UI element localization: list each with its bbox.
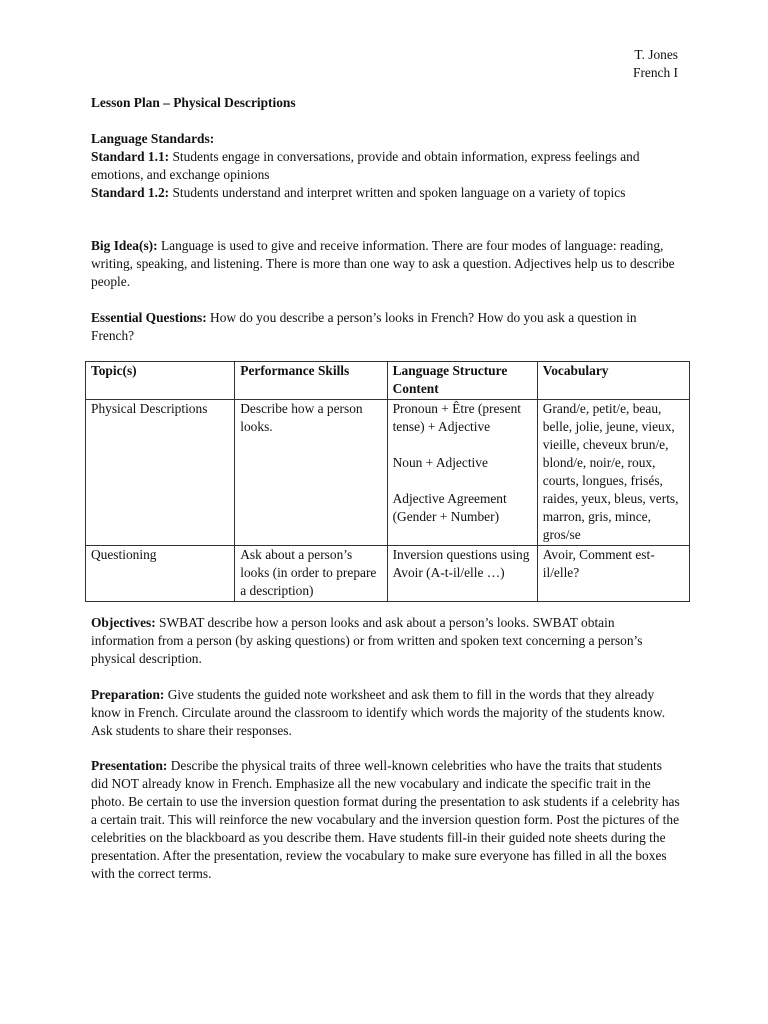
presentation-text: Describe the physical traits of three well-known celebrities who have the traits that students did NOT already know in French. Emphasize all the new vocabulary and indicate the specific trait in the photo. Be certain to use the inversion question format during the presentation to ask students if a celebrity has a certain trait. This will reinforce the new vocabulary and the inversion question form. Post the pictures of the celebrities on the blackboard as you describe them. Have students fill-in their guided note sheets during the presentation. After the presentation, review the vocabulary to make sure everyone has filled in all the boxes with the correct terms. xyxy=(91,758,680,881)
essential-questions xyxy=(91,309,681,345)
course-name: French I xyxy=(633,65,678,80)
objectives xyxy=(91,614,681,668)
table-cell-topic: Physical Descriptions xyxy=(86,400,235,546)
standards-heading: Language Standards: xyxy=(91,131,215,146)
table-cell-skills: Ask about a person’s looks (in order to prepare a description) xyxy=(235,546,387,602)
structure-adjective-agreement: Adjective Agreement (Gender + Number) xyxy=(392,491,507,524)
essential-questions-label: Essential Questions: xyxy=(91,310,207,325)
essential-questions-text: How do you describe a person’s looks in French? How do you ask a question in French? xyxy=(91,310,637,343)
language-standards xyxy=(91,130,681,202)
standard-1-1-text: Students engage in conversations, provide and obtain information, express feelings and emotions, and exchange opinions xyxy=(91,149,640,182)
preparation xyxy=(91,686,681,740)
table-row xyxy=(86,546,690,602)
objectives-text: SWBAT describe how a person looks and ask about a person’s looks. SWBAT obtain information from a person (by asking questions) or from written and spoken text concerning a person’s physical description. xyxy=(91,615,643,666)
table-cell-structure: Inversion questions using Avoir (A-t-il/elle …) xyxy=(387,546,537,602)
table-cell-skills: Describe how a person looks. xyxy=(235,400,387,546)
big-idea xyxy=(91,237,681,291)
lesson-title-text: Lesson Plan – Physical Descriptions xyxy=(91,95,296,110)
structure-pronoun-etre: Pronoun + Être (present tense) + Adjective xyxy=(392,401,521,434)
table-header-structure: Language Structure Content xyxy=(387,362,537,400)
structure-noun-adjective: Noun + Adjective xyxy=(392,455,488,470)
table-header-row xyxy=(86,362,690,400)
table-header-skills: Performance Skills xyxy=(235,362,387,400)
table-header-vocabulary: Vocabulary xyxy=(537,362,689,400)
preparation-label: Preparation: xyxy=(91,687,165,702)
table-header-topic: Topic(s) xyxy=(86,362,235,400)
table-cell-vocabulary: Grand/e, petit/e, beau, belle, jolie, jeune, vieux, vieille, cheveux brun/e, blond/e, noir/e, roux, courts, longues, frisés, raides, yeux, bleus, verts, marron, gris, mince, gros/se xyxy=(537,400,689,546)
big-idea-label: Big Idea(s): xyxy=(91,238,158,253)
standard-1-2-text: Students understand and interpret written and spoken language on a variety of topics xyxy=(169,185,626,200)
table-cell-topic: Questioning xyxy=(86,546,235,602)
presentation xyxy=(91,757,681,883)
standard-1-1-label: Standard 1.1: xyxy=(91,149,170,164)
table-cell-structure xyxy=(387,400,537,546)
lesson-title xyxy=(91,94,681,112)
big-idea-text: Language is used to give and receive information. There are four modes of language: reading, writing, speaking, and listening. There is more than one way to ask a question. Adjectives help us to describe people. xyxy=(91,238,675,289)
table-cell-vocabulary: Avoir, Comment est-il/elle? xyxy=(537,546,689,602)
objectives-label: Objectives: xyxy=(91,615,156,630)
lesson-table xyxy=(85,361,690,602)
author-header xyxy=(633,46,678,82)
standard-1-2-label: Standard 1.2: xyxy=(91,185,170,200)
presentation-label: Presentation: xyxy=(91,758,168,773)
table-row xyxy=(86,400,690,546)
author-name: T. Jones xyxy=(634,47,678,62)
preparation-text: Give students the guided note worksheet and ask them to fill in the words that they already know in French. Circulate around the classroom to identify which words the majority of the students know. Ask students to share their responses. xyxy=(91,687,666,738)
